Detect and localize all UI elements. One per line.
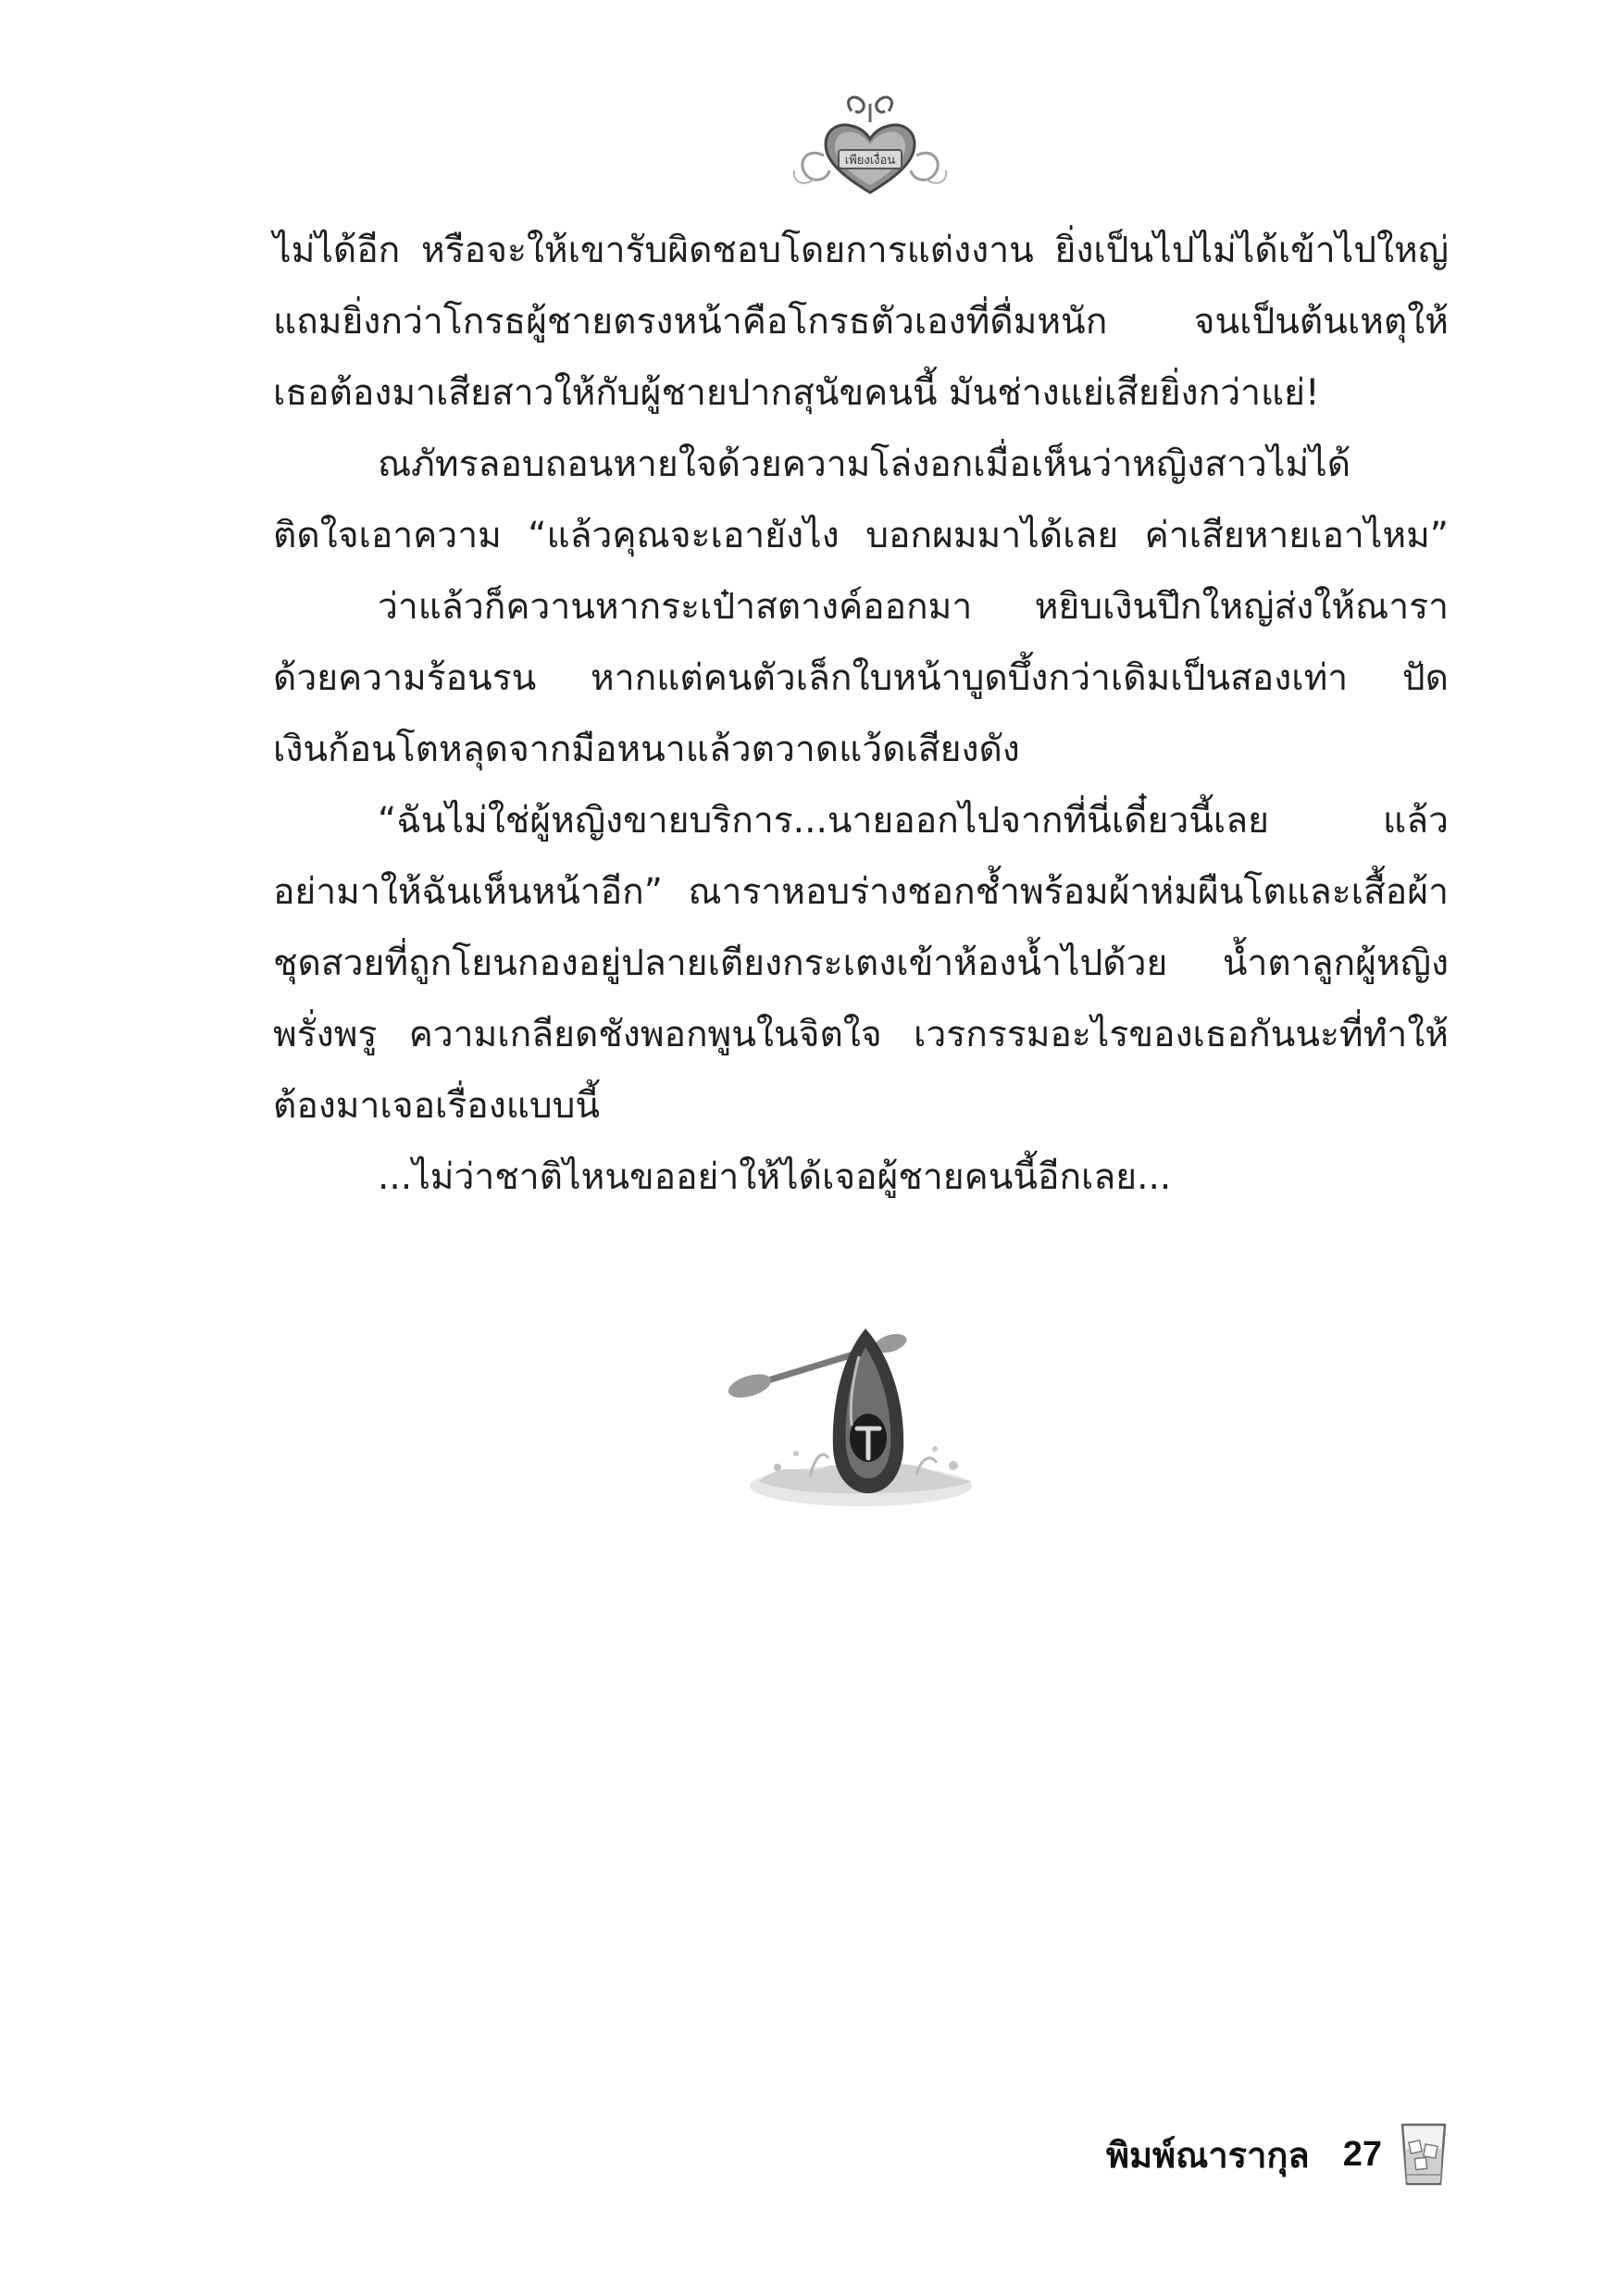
- text-line: อย่ามาให้ฉันเห็นหน้าอีก” ณาราหอบร่างชอกช้ำพร้อมผ้าห่มผืนโตและเสื้อผ้า: [273, 871, 1449, 913]
- text-line: เธอต้องมาเสียสาวให้กับผู้ชายปากสุนัขคนนี้ มันช่างแย่เสียยิ่งกว่าแย่!: [273, 372, 1320, 414]
- text-line: ...ไม่ว่าชาติไหนขออย่าให้ได้เจอผู้ชายคนนี้อีกเลย...: [378, 1156, 1172, 1198]
- text-line: ด้วยความร้อนรน หากแต่คนตัวเล็กใบหน้าบูดบึ้งกว่าเดิมเป็นสองเท่า ปัด: [273, 657, 1449, 699]
- text-line: พรั่งพรู ความเกลียดชังพอกพูนในจิตใจ เวรกรรมอะไรของเธอกันนะที่ทำให้: [273, 1014, 1449, 1055]
- text-line: ต้องมาเจอเรื่องแบบนี้: [273, 1085, 601, 1127]
- text-line: ชุดสวยที่ถูกโยนกองอยู่ปลายเตียงกระเตงเข้าห้องน้ำไปด้วย น้ำตาลูกผู้หญิง: [273, 942, 1449, 984]
- text-line: ติดใจเอาความ “แล้วคุณจะเอายังไง บอกผมมาได้เลย ค่าเสียหายเอาไหม”: [273, 515, 1449, 556]
- text-line: เงินก้อนโตหลุดจากมือหนาแล้วตวาดแว้ดเสียงดัง: [273, 729, 1020, 770]
- page-number: 27: [1342, 2134, 1382, 2174]
- chapter-body-text: [273, 215, 1449, 1213]
- text-line: ณภัทรลอบถอนหายใจด้วยความโล่งอกเมื่อเห็นว่าหญิงสาวไม่ได้: [378, 443, 1351, 485]
- svg-text:เพียงเงื่อน: เพียงเงื่อน: [844, 154, 896, 168]
- text-line: “ฉันไม่ใช่ผู้หญิงขายบริการ...นายออกไปจากที่นี่เดี๋ยวนี้เลย แล้ว: [378, 800, 1449, 842]
- text-line: ไม่ได้อีก หรือจะให้เขารับผิดชอบโดยการแต่งงาน ยิ่งเป็นไปไม่ได้เข้าไปใหญ่: [273, 230, 1449, 271]
- text-line: แถมยิ่งกว่าโกรธผู้ชายตรงหน้าคือโกรธตัวเองที่ดื่มหนัก จนเป็นต้นเหตุให้: [273, 301, 1449, 343]
- decorative-crest-icon: [787, 91, 953, 202]
- book-title: พิมพ์ณารากุล: [1105, 2134, 1310, 2176]
- glass-with-ice-icon: [1399, 2121, 1449, 2188]
- kayak-splash-ornament-icon: [722, 1319, 1009, 1518]
- text-line: ว่าแล้วก็ควานหากระเป๋าสตางค์ออกมา หยิบเงินปึกใหญ่ส่งให้ณารา: [378, 586, 1449, 628]
- page-footer: [1106, 2113, 1449, 2196]
